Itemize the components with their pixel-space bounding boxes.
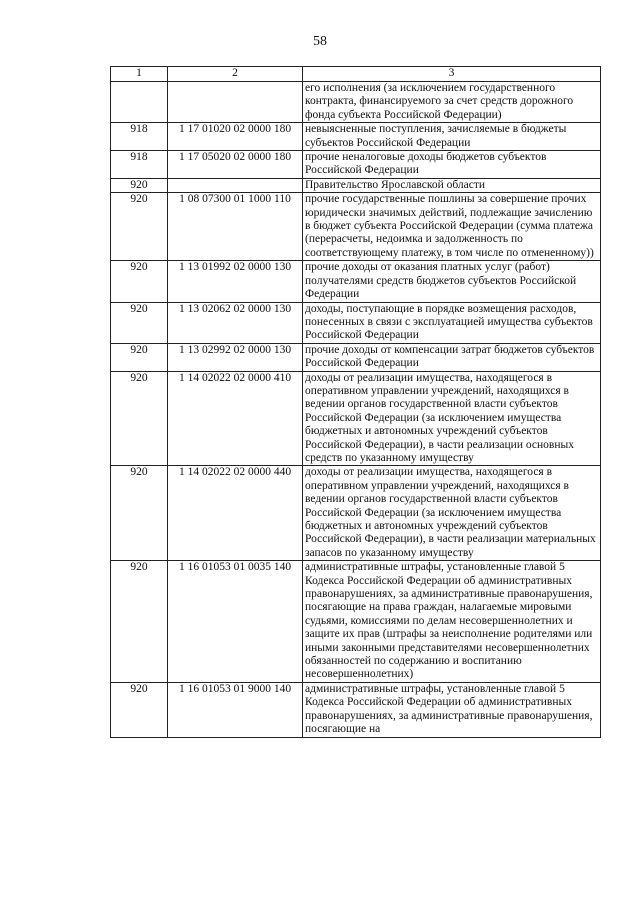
table-row <box>111 302 601 343</box>
table-row <box>111 82 601 123</box>
revenue-code-cell: 1 13 02062 02 0000 130 <box>168 302 303 343</box>
admin-code-cell: 920 <box>111 178 168 192</box>
revenue-code-cell <box>168 178 303 192</box>
revenue-code-cell: 1 08 07300 01 1000 110 <box>168 193 303 261</box>
revenue-code-cell <box>168 82 303 123</box>
description-cell: Правительство Ярославской области <box>303 178 601 192</box>
table-row <box>111 178 601 192</box>
revenue-codes-table <box>110 66 601 738</box>
table-header-row <box>111 67 601 82</box>
admin-code-cell: 920 <box>111 466 168 561</box>
description-cell: доходы от реализации имущества, находящегося в оперативном управлении учреждений, находящихся в ведении органов государственной власти субъектов Российской Федерации (за исключением имущества бюджетных и автономных учреждений субъектов Российской Федерации), в части реализации основных средств по указанному имуществу <box>303 371 601 466</box>
revenue-code-cell: 1 14 02022 02 0000 410 <box>168 371 303 466</box>
description-cell: прочие доходы от компенсации затрат бюджетов субъектов Российской Федерации <box>303 343 601 371</box>
page-number: 58 <box>313 34 327 49</box>
description-cell: его исполнения (за исключением государственного контракта, финансируемого за счет средств дорожного фонда субъекта Российской Федерации) <box>303 82 601 123</box>
admin-code-cell: 920 <box>111 682 168 737</box>
admin-code-cell: 918 <box>111 123 168 151</box>
table-row <box>111 343 601 371</box>
revenue-code-cell: 1 14 02022 02 0000 440 <box>168 466 303 561</box>
description-cell: невыясненные поступления, зачисляемые в бюджеты субъектов Российской Федерации <box>303 123 601 151</box>
description-cell: прочие доходы от оказания платных услуг (работ) получателями средств бюджетов субъектов Российской Федерации <box>303 261 601 302</box>
admin-code-cell: 920 <box>111 561 168 683</box>
revenue-code-cell: 1 16 01053 01 9000 140 <box>168 682 303 737</box>
description-cell: доходы, поступающие в порядке возмещения расходов, понесенных в связи с эксплуатацией имущества субъектов Российской Федерации <box>303 302 601 343</box>
description-cell: административные штрафы, установленные главой 5 Кодекса Российской Федерации об административных правонарушениях, за административные правонарушения, посягающие на <box>303 682 601 737</box>
table-row <box>111 261 601 302</box>
admin-code-cell: 920 <box>111 193 168 261</box>
revenue-code-cell: 1 17 05020 02 0000 180 <box>168 151 303 179</box>
description-cell: административные штрафы, установленные главой 5 Кодекса Российской Федерации об административных правонарушениях, за административные правонарушения, посягающие на права граждан, налагаемые мировыми судьями, комиссиями по делам несовершеннолетних и защите их прав (штрафы за неисполнение родителями или иными законными представителями несовершеннолетних обязанностей по содержанию и воспитанию несовершеннолетних) <box>303 561 601 683</box>
admin-code-cell: 920 <box>111 371 168 466</box>
description-cell: прочие неналоговые доходы бюджетов субъектов Российской Федерации <box>303 151 601 179</box>
table-row <box>111 151 601 179</box>
table-row <box>111 123 601 151</box>
table-row <box>111 193 601 261</box>
admin-code-cell: 920 <box>111 261 168 302</box>
table-row <box>111 466 601 561</box>
column-header-1: 1 <box>111 67 168 82</box>
revenue-code-cell: 1 13 01992 02 0000 130 <box>168 261 303 302</box>
column-header-2: 2 <box>168 67 303 82</box>
admin-code-cell: 918 <box>111 151 168 179</box>
column-header-3: 3 <box>303 67 601 82</box>
table-row <box>111 371 601 466</box>
revenue-code-cell: 1 13 02992 02 0000 130 <box>168 343 303 371</box>
description-cell: прочие государственные пошлины за совершение прочих юридически значимых действий, подлежащие зачислению в бюджет субъекта Российской Федерации (сумма платежа (перерасчеты, недоимка и задолженность по соответствующему платежу, в том числе по отмененному)) <box>303 193 601 261</box>
revenue-code-cell: 1 16 01053 01 0035 140 <box>168 561 303 683</box>
admin-code-cell: 920 <box>111 343 168 371</box>
description-cell: доходы от реализации имущества, находящегося в оперативном управлении учреждений, находящихся в ведении органов государственной власти субъектов Российской Федерации (за исключением имущества бюджетных и автономных учреждений субъектов Российской Федерации), в части реализации материальных запасов по указанному имуществу <box>303 466 601 561</box>
revenue-code-cell: 1 17 01020 02 0000 180 <box>168 123 303 151</box>
admin-code-cell: 920 <box>111 302 168 343</box>
table-row <box>111 561 601 683</box>
table-row <box>111 682 601 737</box>
admin-code-cell <box>111 82 168 123</box>
